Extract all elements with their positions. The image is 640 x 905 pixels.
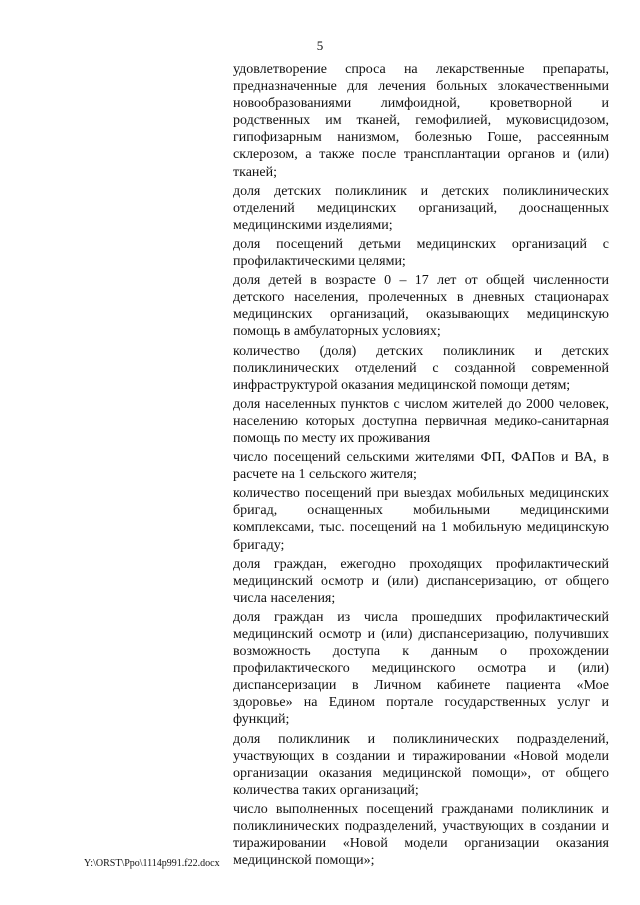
paragraph-rural-visits: число посещений сельскими жителями ФП, ФАПов и ВА, в расчете на 1 сельского жителя; (233, 450, 609, 483)
paragraph-new-model-visits: число выполненных посещений гражданами поликлиник и поликлинических подразделений, участвующих в создании и тиражировании «Новой модели организации оказания медицинской помощи»; (233, 801, 609, 869)
paragraph-clinics-equipped: доля детских поликлиник и детских поликлинических отделений медицинских организаций, дооснащенных медицинскими изделиями; (233, 183, 609, 233)
paragraph-settlements-access: доля населенных пунктов с числом жителей до 2000 человек, населению которых доступна первичная медико-санитарная помощь по месту их проживания (233, 396, 609, 446)
file-path-footer: Y:\ORST\Ppo\1114p991.f22.docx (84, 858, 220, 869)
paragraph-modern-infrastructure: количество (доля) детских поликлиник и детских поликлинических отделений с созданной современной инфраструктурой оказания медицинской помощи детям; (233, 343, 609, 393)
paragraph-new-model-share: доля поликлиник и поликлинических подразделений, участвующих в создании и тиражировании «Новой модели организации оказания медицинской помощи», от общего количества таких организаций; (233, 731, 609, 798)
paragraph-drug-supply: удовлетворение спроса на лекарственные препараты, предназначенные для лечения больных злокачественными новообразованиями лимфоидной, кроветворной и родственных им тканей, гемофилией, муковисцидозом, гипофизарным нанизмом, болезнью Гоше, рассеянным склерозом, а также после трансплантации органов и (или) тканей; (233, 62, 609, 180)
paragraph-preventive-visits: доля посещений детьми медицинских организаций с профилактическими целями; (233, 236, 609, 270)
page-number: 5 (316, 38, 324, 53)
document-body (233, 61, 609, 871)
paragraph-annual-checkup: доля граждан, ежегодно проходящих профилактический медицинский осмотр и (или) диспансеризацию, от общего числа населения; (233, 556, 609, 606)
paragraph-personal-account: доля граждан из числа прошедших профилактический медицинский осмотр и (или) диспансеризацию, получивших возможность доступа к данным о прохождении профилактического медицинского осмотра и (или) диспансеризации в Личном кабинете пациента «Мое здоровье» на Едином портале государственных услуг и функций; (233, 609, 609, 728)
paragraph-day-hospital-children: доля детей в возрасте 0 – 17 лет от общей численности детского населения, пролеченных в дневных стационарах медицинских организаций, оказывающих медицинскую помощь в амбулаторных условиях; (233, 273, 609, 340)
paragraph-mobile-brigades: количество посещений при выездах мобильных медицинских бригад, оснащенных мобильными медицинскими комплексами, тыс. посещений на 1 мобильную медицинскую бригаду; (233, 486, 609, 553)
